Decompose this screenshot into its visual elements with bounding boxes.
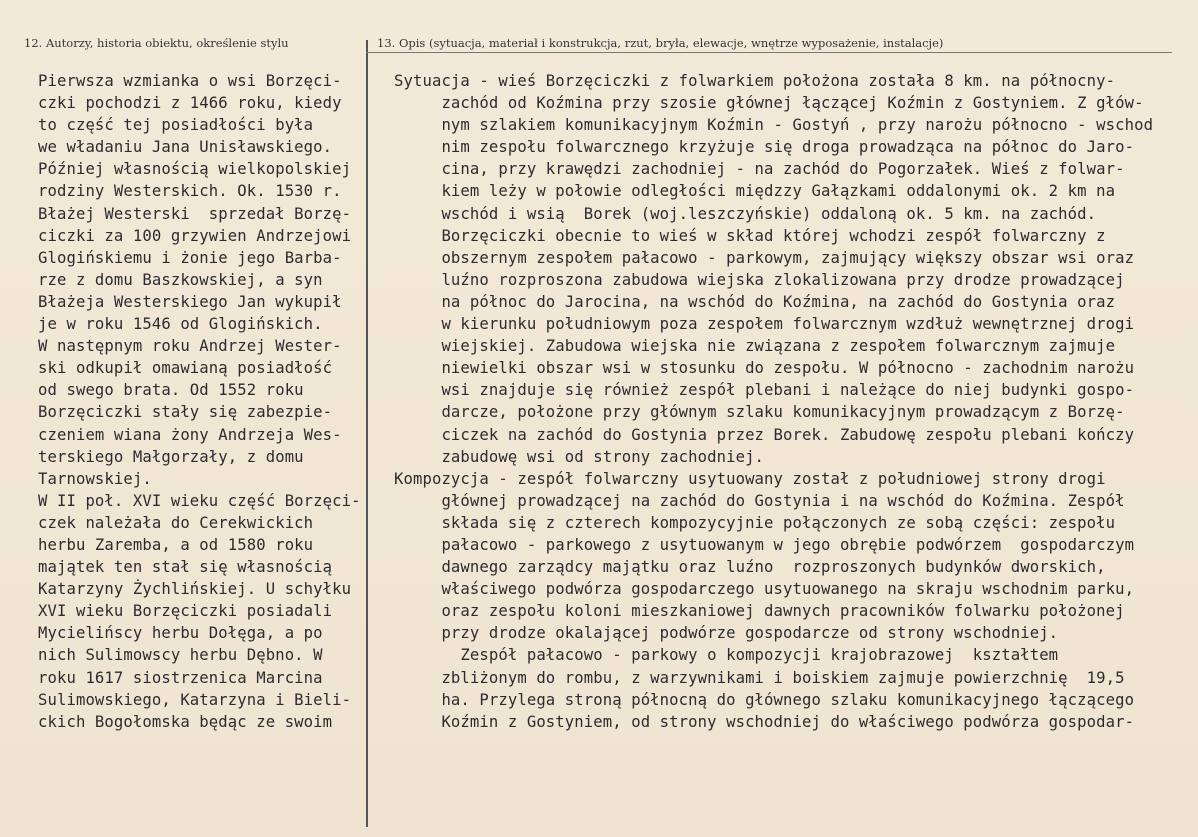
history-text-line: Sulimowskiego, Katarzyna i Bieli-	[38, 690, 352, 709]
description-text-line: cina, przy krawędzi zachodniej - na zachód do Pogorzałek. Wieś z folwar-	[394, 160, 1125, 179]
description-text-line: oraz zespołu koloni mieszkaniowej dawnych pracowników folwarku położonej	[394, 602, 1125, 621]
history-text-line: Błażej Westerski sprzedał Borzę-	[38, 204, 352, 223]
description-text-line: dawnego zarządcy majątku oraz luźno rozproszonych budynków dworskich,	[394, 558, 1106, 577]
description-text-line: składa się z czterech kompozycyjnie połączonych ze sobą części: zespołu	[394, 513, 1116, 532]
description-text-line: obszernym zespołem pałacowo - parkowym, zajmujący większy obszar wsi oraz	[394, 248, 1135, 267]
history-text-line: Glogińskiemu i żonie jego Barba-	[38, 248, 342, 267]
description-text-line: nym szlakiem komunikacyjnym Koźmin - Gostyń , przy narożu północno - wschod	[394, 116, 1154, 135]
description-text-column	[394, 70, 1184, 733]
column-divider	[366, 40, 368, 827]
history-text-line: ciczki za 100 grzywien Andrzejowi	[38, 226, 352, 245]
history-text-line: je w roku 1546 od Glogińskich.	[38, 315, 323, 334]
history-text-line: Później własnością wielkopolskiej	[38, 160, 352, 179]
description-text-line: niewielki obszar wsi w stosunku do zespołu. W północno - zachodnim narożu	[394, 359, 1135, 378]
description-text-line: nim zespołu folwarcznego krzyżuje się droga prowadząca na północ do Jaro-	[394, 138, 1135, 157]
description-text-line: Koźmin z Gostyniem, od strony wschodniej do właściwego podwórza gospodar-	[394, 712, 1135, 731]
description-text-line: w kierunku południowym poza zespołem folwarcznym wzdłuż wewnętrznej drogi	[394, 315, 1135, 334]
history-text-line: W następnym roku Andrzej Wester-	[38, 337, 342, 356]
history-text-line: rodziny Westerskich. Ok. 1530 r.	[38, 182, 342, 201]
description-text-line: na północ do Jarocina, na wschód do Koźmina, na zachód do Gostynia oraz	[394, 292, 1116, 311]
description-text-line: pałacowo - parkowego z usytuowanym w jego obrębie podwórzem gospodarczym	[394, 535, 1135, 554]
description-text-line: zabudowę wsi od strony zachodniej.	[394, 447, 765, 466]
history-text-line: we władaniu Jana Unisławskiego.	[38, 138, 333, 157]
history-text-line: majątek ten stał się własnością	[38, 558, 333, 577]
description-text-line: właściwego podwórza gospodarczego usytuowanego na skraju wschodnim parku,	[394, 580, 1135, 599]
history-text-line: czki pochodzi z 1466 roku, kiedy	[38, 94, 342, 113]
description-text-line: ha. Przylega stroną północną do głównego szlaku komunikacyjnego łączącego	[394, 690, 1135, 709]
description-text-line: Kompozycja - zespół folwarczny usytuowany został z południowej strony drogi	[394, 469, 1106, 488]
header-rule	[366, 52, 1172, 53]
history-text-line: ski odkupił omawianą posiadłość	[38, 359, 333, 378]
description-text-line: ciczek na zachód do Gostynia przez Borek. Zabudowę zespołu plebani kończy	[394, 425, 1135, 444]
description-text-line: wschód i wsią Borek (woj.leszczyńskie) oddaloną ok. 5 km. na zachód.	[394, 204, 1097, 223]
description-text-line: Sytuacja - wieś Borzęciczki z folwarkiem położona została 8 km. na północny-	[394, 72, 1116, 90]
history-text-line: rze z domu Baszkowskiej, a syn	[38, 270, 323, 289]
description-text-line: zbliżonym do rombu, z warzywnikami i boiskiem zajmuje powierzchnię 19,5	[394, 668, 1125, 687]
history-text-line: ckich Bogołomska będąc ze swoim	[38, 712, 333, 731]
history-text-line: Borzęciczki stały się zabezpie-	[38, 403, 333, 422]
description-text-line: przy drodze okalającej podwórze gospodarcze od strony wschodniej.	[394, 624, 1059, 643]
description-text-line: Borzęciczki obecnie to wieś w skład której wchodzi zespół folwarczny z	[394, 226, 1106, 245]
history-text-line: Mycielińscy herbu Dołęga, a po	[38, 624, 323, 643]
history-text-line: Pierwsza wzmianka o wsi Borzęci-	[38, 72, 342, 90]
description-text-line: kiem leży w połowie odległości międzzy Gałązkami oddalonymi ok. 2 km na	[394, 182, 1116, 201]
history-text-line: to część tej posiadłości była	[38, 116, 314, 135]
history-text-line: Katarzyny Żychlińskiej. U schyłku	[38, 580, 352, 599]
right-section-header: 13. Opis (sytuacja, materiał i konstrukcja, rzut, bryła, elewacje, wnętrze wyposażenie, instalacje)	[377, 36, 944, 50]
description-text-line: zachód od Koźmina przy szosie głównej łączącej Koźmin z Gostyniem. Z głów-	[394, 94, 1144, 113]
description-text-line: wiejskiej. Zabudowa wiejska nie związana z zespołem folwarcznym zajmuje	[394, 337, 1116, 356]
history-text-column	[38, 70, 364, 733]
history-text-line: roku 1617 siostrzenica Marcina	[38, 668, 323, 687]
description-text-line: wsi znajduje się również zespół plebani i należące do niej budynki gospo-	[394, 381, 1135, 400]
history-text-line: Tarnowskiej.	[38, 469, 152, 488]
left-section-header: 12. Autorzy, historia obiektu, określenie stylu	[24, 36, 289, 50]
history-text-line: Błażeja Westerskiego Jan wykupił	[38, 292, 342, 311]
description-text-line: głównej prowadzącej na zachód do Gostynia i na wschód do Koźmina. Zespół	[394, 491, 1125, 510]
history-text-line: XVI wieku Borzęciczki posiadali	[38, 602, 333, 621]
history-text-line: nich Sulimowscy herbu Dębno. W	[38, 646, 323, 665]
history-text-line: terskiego Małgorzały, z domu	[38, 447, 304, 466]
description-text-line: luźno rozproszona zabudowa wiejska zlokalizowana przy drodze prowadzącej	[394, 270, 1125, 289]
history-text-line: herbu Zaremba, a od 1580 roku	[38, 535, 314, 554]
history-text-line: W II poł. XVI wieku część Borzęci-	[38, 491, 361, 510]
history-text-line: czek należała do Cerekwickich	[38, 513, 314, 532]
history-text-line: od swego brata. Od 1552 roku	[38, 381, 304, 400]
description-text-line: darcze, położone przy głównym szlaku komunikacyjnym prowadzącym z Borzę-	[394, 403, 1125, 422]
description-text-line: Zespół pałacowo - parkowy o kompozycji krajobrazowej kształtem	[394, 646, 1059, 665]
history-text-line: czeniem wiana żony Andrzeja Wes-	[38, 425, 342, 444]
